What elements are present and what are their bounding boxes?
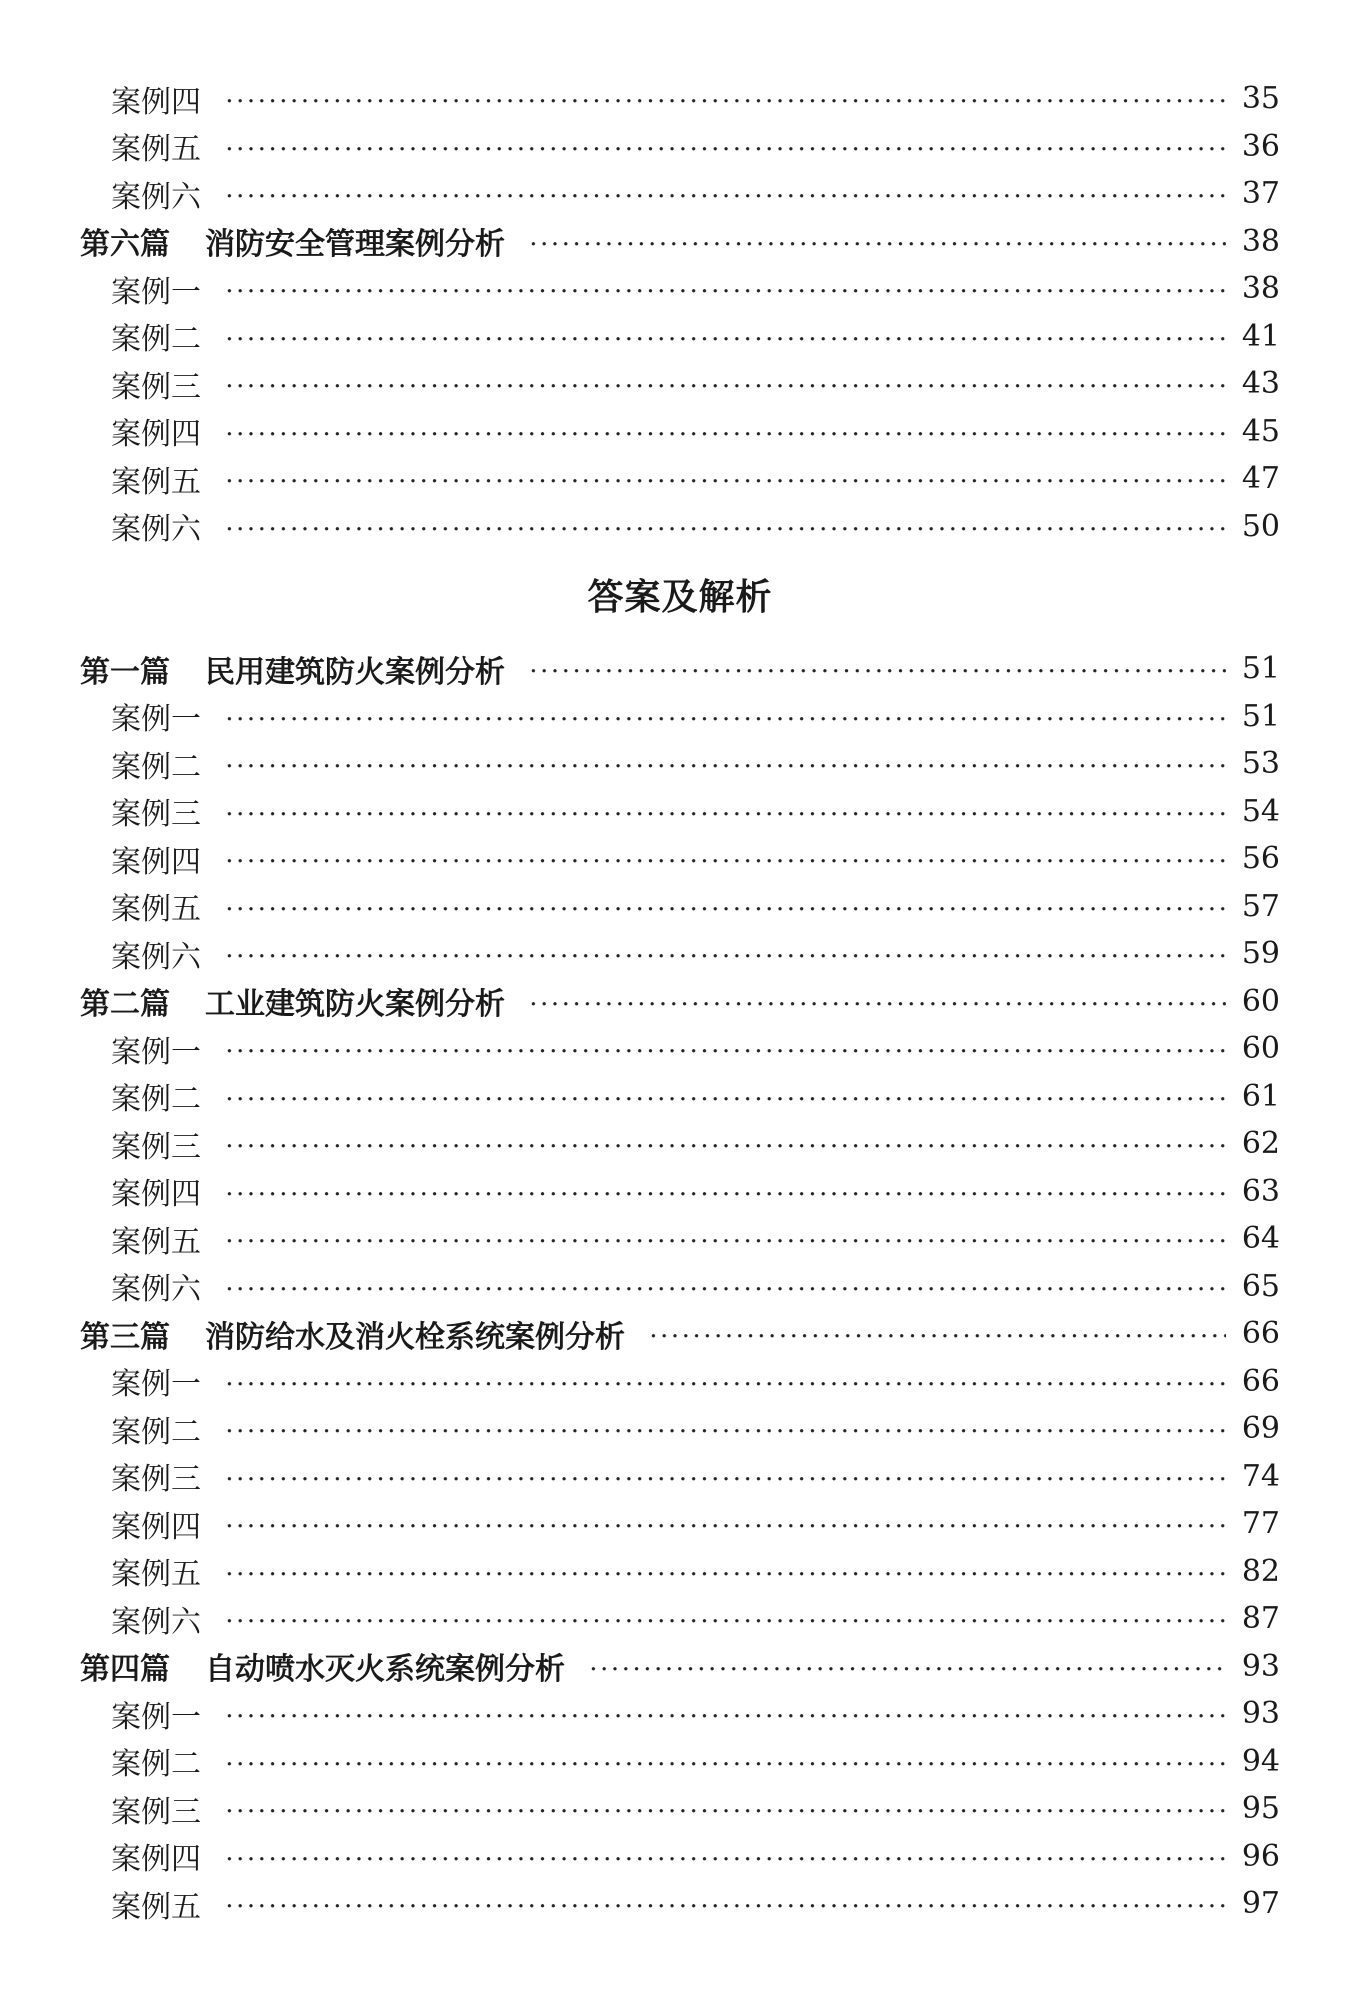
entry-label: 案例五: [111, 1889, 201, 1925]
page-number: 60: [1241, 1031, 1280, 1067]
entry-label: 案例二: [111, 749, 201, 785]
page-number: 95: [1241, 1791, 1280, 1827]
part-entry: [80, 1310, 1280, 1358]
toc-entry: [80, 1453, 1280, 1501]
part-number: 第二篇: [80, 987, 170, 1023]
toc-entry: [80, 408, 1280, 456]
dot-leader: [224, 1548, 1226, 1596]
toc-entry: [80, 1120, 1280, 1168]
toc-entry: [80, 930, 1280, 978]
toc-entry: [80, 75, 1280, 123]
entry-label: 案例一: [111, 1034, 201, 1070]
dot-leader: [224, 930, 1226, 978]
page-number: 74: [1241, 1458, 1280, 1494]
toc-entry: [80, 1168, 1280, 1216]
dot-leader: [224, 170, 1226, 218]
toc-entry: [80, 1595, 1280, 1643]
dot-leader: [224, 693, 1226, 741]
toc-entry: [80, 123, 1280, 171]
dot-leader: [528, 645, 1226, 693]
page-number: 51: [1241, 651, 1280, 687]
toc-entry: [80, 1263, 1280, 1311]
page-number: 64: [1241, 1221, 1280, 1257]
page-number: 35: [1241, 81, 1280, 117]
entry-label: 案例四: [111, 1177, 201, 1213]
part-title: 工业建筑防火案例分析: [205, 987, 505, 1023]
entry-label: 案例一: [111, 1367, 201, 1403]
dot-leader: [224, 265, 1226, 313]
dot-leader: [224, 1405, 1226, 1453]
dot-leader: [224, 1263, 1226, 1311]
page-number: 60: [1241, 983, 1280, 1019]
toc-entry: [80, 1880, 1280, 1928]
entry-label: 案例四: [111, 417, 201, 453]
page-number: 65: [1241, 1268, 1280, 1304]
entry-label: 案例六: [111, 179, 201, 215]
page-number: 97: [1241, 1886, 1280, 1922]
dot-leader: [224, 360, 1226, 408]
toc-entry: [80, 455, 1280, 503]
entry-label: 案例一: [111, 274, 201, 310]
part-title: 消防安全管理案例分析: [205, 227, 505, 263]
part-entry: [80, 218, 1280, 266]
dot-leader: [224, 1453, 1226, 1501]
toc-entry: [80, 1358, 1280, 1406]
dot-leader: [224, 1215, 1226, 1263]
dot-leader: [528, 218, 1226, 266]
entry-label: 案例五: [111, 464, 201, 500]
dot-leader: [224, 883, 1226, 931]
toc-entry: [80, 503, 1280, 551]
toc-entry: [80, 788, 1280, 836]
entry-label: 案例六: [111, 1272, 201, 1308]
entry-label: 案例三: [111, 369, 201, 405]
toc-entry: [80, 360, 1280, 408]
toc-entry: [80, 1500, 1280, 1548]
page-number: 63: [1241, 1173, 1280, 1209]
entry-label: 案例一: [111, 1699, 201, 1735]
toc-entry: [80, 1548, 1280, 1596]
page-number: 57: [1241, 888, 1280, 924]
dot-leader: [224, 1833, 1226, 1881]
dot-leader: [224, 835, 1226, 883]
entry-label: 案例三: [111, 1462, 201, 1498]
toc-entry: [80, 1215, 1280, 1263]
page-number: 82: [1241, 1553, 1280, 1589]
toc-entry: [80, 1073, 1280, 1121]
dot-leader: [224, 788, 1226, 836]
entry-label: 案例三: [111, 1129, 201, 1165]
dot-leader: [224, 1358, 1226, 1406]
entry-label: 案例五: [111, 1224, 201, 1260]
toc-entry: [80, 883, 1280, 931]
entry-label: 案例五: [111, 1557, 201, 1593]
entry-label: 案例四: [111, 1509, 201, 1545]
part-number: 第三篇: [80, 1319, 170, 1355]
entry-label: 案例一: [111, 702, 201, 738]
page-number: 93: [1241, 1696, 1280, 1732]
entry-label: 案例三: [111, 797, 201, 833]
dot-leader: [224, 75, 1226, 123]
section-heading: 答案及解析: [587, 577, 773, 618]
page-number: 38: [1241, 271, 1280, 307]
part-title: 自动喷水灭火系统案例分析: [205, 1652, 565, 1688]
entry-label: 案例三: [111, 1794, 201, 1830]
page-number: 93: [1241, 1648, 1280, 1684]
page-number: 96: [1241, 1838, 1280, 1874]
toc-entry: [80, 265, 1280, 313]
entry-label: 案例二: [111, 1082, 201, 1118]
entry-label: 案例四: [111, 1842, 201, 1878]
part-title: 消防给水及消火栓系统案例分析: [205, 1319, 625, 1355]
dot-leader: [224, 1073, 1226, 1121]
toc-entry: [80, 1738, 1280, 1786]
part-number: 第六篇: [80, 227, 170, 263]
page-number: 45: [1241, 413, 1280, 449]
dot-leader: [648, 1310, 1226, 1358]
page-number: 59: [1241, 936, 1280, 972]
dot-leader: [224, 408, 1226, 456]
dot-leader: [224, 1690, 1226, 1738]
entry-label: 案例四: [111, 844, 201, 880]
dot-leader: [224, 123, 1226, 171]
part-number: 第一篇: [80, 654, 170, 690]
page-number: 50: [1241, 508, 1280, 544]
dot-leader: [224, 1120, 1226, 1168]
page-number: 43: [1241, 366, 1280, 402]
part-title: 民用建筑防火案例分析: [205, 654, 505, 690]
toc-entry: [80, 313, 1280, 361]
table-of-contents: [80, 75, 1280, 1928]
page-number: 41: [1241, 318, 1280, 354]
part-entry: [80, 645, 1280, 693]
toc-entry: [80, 835, 1280, 883]
page-number: 51: [1241, 698, 1280, 734]
dot-leader: [224, 1168, 1226, 1216]
dot-leader: [224, 1880, 1226, 1928]
toc-entry: [80, 693, 1280, 741]
dot-leader: [224, 455, 1226, 503]
page-number: 38: [1241, 223, 1280, 259]
dot-leader: [224, 1595, 1226, 1643]
page-number: 66: [1241, 1316, 1280, 1352]
page-number: 66: [1241, 1363, 1280, 1399]
dot-leader: [224, 740, 1226, 788]
toc-entry: [80, 740, 1280, 788]
page-number: 37: [1241, 176, 1280, 212]
dot-leader: [224, 1500, 1226, 1548]
entry-label: 案例四: [111, 84, 201, 120]
part-entry: [80, 1643, 1280, 1691]
page-number: 62: [1241, 1126, 1280, 1162]
page-number: 47: [1241, 461, 1280, 497]
entry-label: 案例六: [111, 512, 201, 548]
dot-leader: [224, 1025, 1226, 1073]
page-number: 87: [1241, 1601, 1280, 1637]
toc-entry: [80, 170, 1280, 218]
toc-entry: [80, 1833, 1280, 1881]
dot-leader: [224, 503, 1226, 551]
toc-entry: [80, 1785, 1280, 1833]
page-number: 56: [1241, 841, 1280, 877]
page-number: 53: [1241, 746, 1280, 782]
page-number: 36: [1241, 128, 1280, 164]
dot-leader: [224, 313, 1226, 361]
entry-label: 案例二: [111, 1414, 201, 1450]
toc-entry: [80, 1690, 1280, 1738]
dot-leader: [528, 978, 1226, 1026]
page-number: 54: [1241, 793, 1280, 829]
dot-leader: [588, 1643, 1226, 1691]
entry-label: 案例二: [111, 1747, 201, 1783]
toc-entry: [80, 1025, 1280, 1073]
page-number: 77: [1241, 1506, 1280, 1542]
entry-label: 案例五: [111, 892, 201, 928]
toc-entry: [80, 1405, 1280, 1453]
entry-label: 案例二: [111, 322, 201, 358]
part-number: 第四篇: [80, 1652, 170, 1688]
entry-label: 案例六: [111, 939, 201, 975]
part-entry: [80, 978, 1280, 1026]
page-number: 61: [1241, 1078, 1280, 1114]
entry-label: 案例六: [111, 1604, 201, 1640]
page-number: 69: [1241, 1411, 1280, 1447]
dot-leader: [224, 1785, 1226, 1833]
dot-leader: [224, 1738, 1226, 1786]
page-number: 94: [1241, 1743, 1280, 1779]
entry-label: 案例五: [111, 132, 201, 168]
